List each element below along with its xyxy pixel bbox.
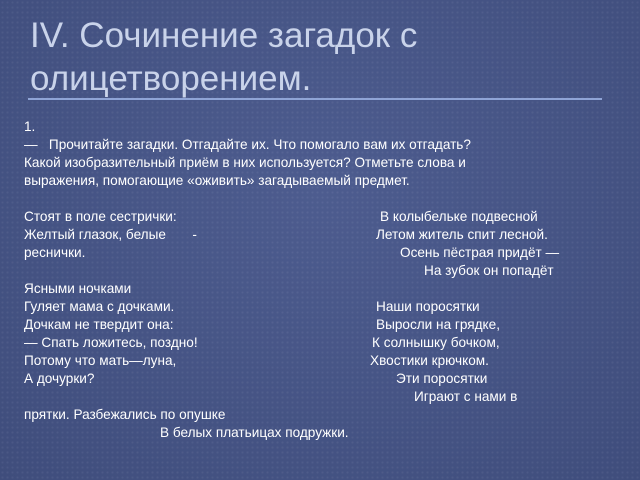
riddle-2-line-2: Летом житель спит лесной. [376,227,548,242]
riddle-2-line-1: В колыбельке подвесной [380,209,538,224]
riddle-1-line-1: Стоят в поле сестрички: [24,209,177,224]
riddle-2-line-4: На зубок он попадёт [424,263,554,278]
slide-body [0,118,640,468]
riddle-4-line-2: Выросли на грядке, [376,317,500,332]
riddle-4-line-5: Эти поросятки [396,371,488,386]
task-line-2: Какой изобразительный приём в них используется? Отметьте слова и [24,155,466,170]
riddle-4-line-4: Хвостики крючком. [370,353,489,368]
riddle-3-line-5: Потому что мать—луна, [24,353,177,368]
riddle-3-line-4: — Спать ложитесь, поздно! [24,335,198,350]
title-line-2: олицетворением. [30,59,312,98]
riddle-3-line-2: Гуляет мама с дочками. [24,299,175,314]
riddle-2-line-3: Осень пёстрая придёт — [400,245,560,260]
riddle-1-line-3: реснички. [24,245,86,260]
title-divider [28,98,602,100]
riddle-4-line-6: Играют с нами в [414,389,518,404]
task-line-1: — Прочитайте загадки. Отгадайте их. Что помогало вам их отгадать? [24,137,471,152]
task-number: 1. [24,119,36,134]
riddle-3-line-1: Ясными ночками [24,281,132,296]
title-line-1: IV. Сочинение загадок с [30,16,418,55]
task-line-3: выражения, помогающие «оживить» загадываемый предмет. [24,173,410,188]
riddle-5-line-2: В белых платьицах подружки. [160,425,349,440]
riddle-5-line-1: прятки. Разбежались по опушке [24,407,226,422]
riddle-4-line-3: К солнышку бочком, [372,335,500,350]
riddle-4-line-1: Наши поросятки [376,299,480,314]
riddle-1-line-2: Желтый глазок, белые - [24,227,197,242]
slide-title [30,14,620,100]
riddle-3-line-6: А дочурки? [24,371,95,386]
riddle-3-line-3: Дочкам не твердит она: [24,317,174,332]
